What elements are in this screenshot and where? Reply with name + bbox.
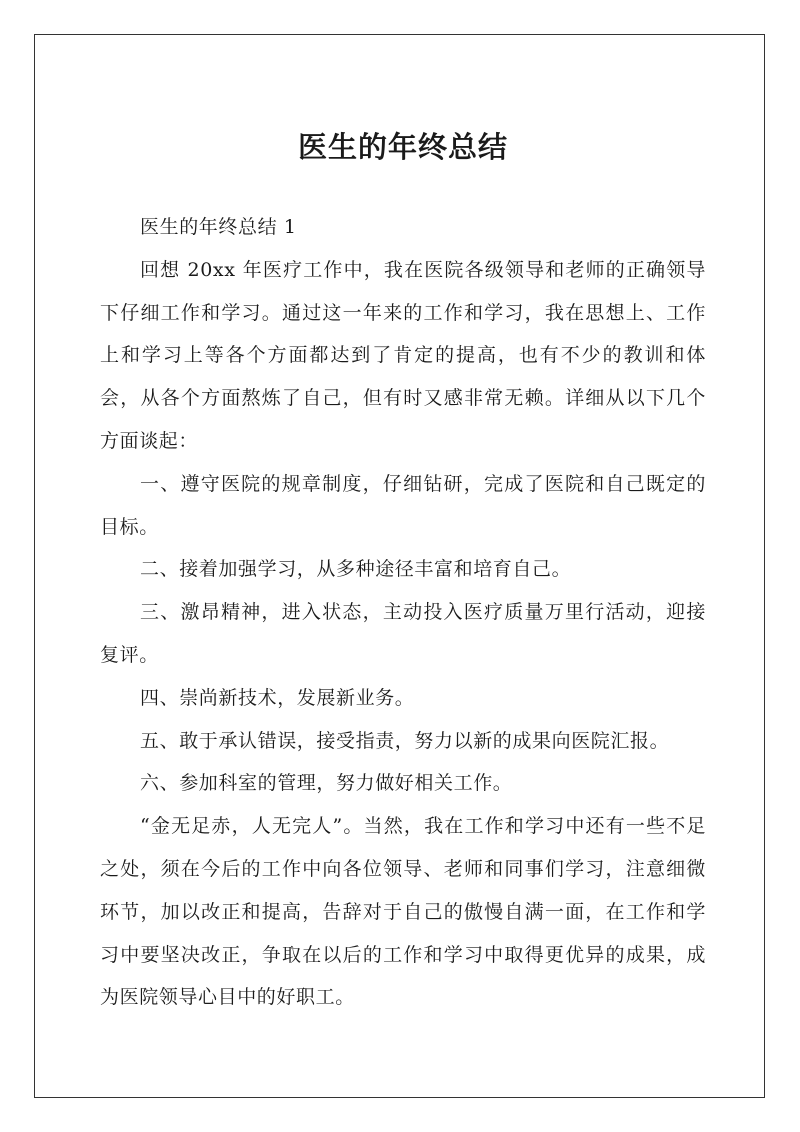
point-2-paragraph: 二、接着加强学习，从多种途径丰富和培育自己。 (140, 558, 572, 581)
point-4-paragraph: 四、崇尚新技术，发展新业务。 (140, 686, 415, 709)
document-body (100, 118, 706, 1019)
subtitle-paragraph: 医生的年终总结 1 (140, 216, 297, 238)
conclusion-paragraph: “金无足赤，人无完人”。当然，我在工作和学习中还有一些不足之处，须在今后的工作中向各位领导、老师和同事们学习，注意细微环节，加以改正和提高，告辞对于自己的傲慢自满一面，在工作和学习中要坚决改正，争取在以后的工作和学习中取得更优异的成果，成为医院领导心目中的好职工。 (100, 815, 706, 1009)
point-6-paragraph: 六、参加科室的管理，努力做好相关工作。 (140, 772, 513, 795)
point-5-paragraph: 五、敢于承认错误，接受指责，努力以新的成果向医院汇报。 (140, 729, 670, 752)
point-1-paragraph: 一、遵守医院的规章制度，仔细钻研，完成了医院和自己既定的目标。 (100, 472, 706, 538)
point-3-paragraph: 三、激昂精神，进入状态，主动投入医疗质量万里行活动，迎接复评。 (100, 601, 706, 666)
document-title: 医生的年终总结 (297, 130, 508, 164)
intro-paragraph: 回想 20xx 年医疗工作中，我在医院各级领导和老师的正确领导下仔细工作和学习。通过这一年来的工作和学习，我在思想上、工作上和学习上等各个方面都达到了肯定的提高，也有不少的教训和体会，从各个方面熬炼了自己，但有时又感非常无赖。详细从以下几个方面谈起： (100, 258, 706, 452)
